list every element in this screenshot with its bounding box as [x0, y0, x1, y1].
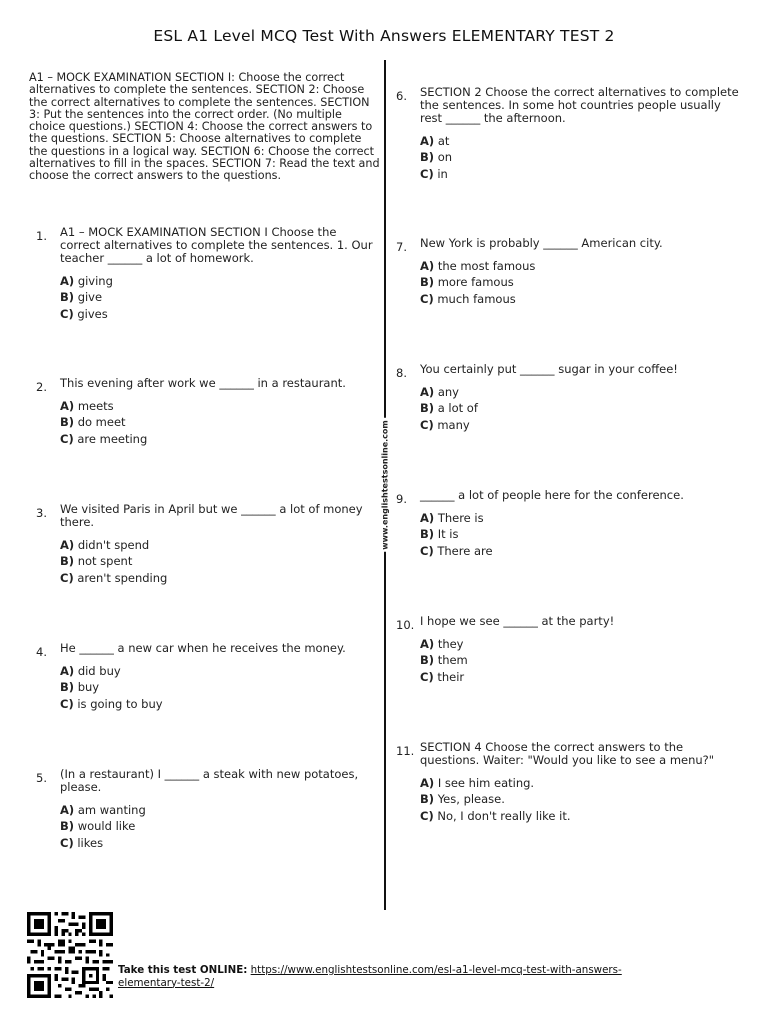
option-c[interactable] [60, 570, 376, 586]
option-text: the most famous [437, 259, 536, 273]
question-stem: SECTION 2 Choose the correct alternatives to complete the sentences. In some hot countries people usually rest ______ the afternoon. [420, 85, 739, 125]
option-a[interactable] [60, 802, 376, 818]
option-text: didn't spend [77, 538, 150, 552]
option-text: No, I don't really like it. [437, 808, 571, 823]
option-b[interactable] [60, 414, 376, 430]
option-letter: B) [60, 819, 75, 834]
question-stem: He ______ a new car when he receives the money. [60, 641, 346, 655]
question-4 [36, 642, 376, 712]
option-list [60, 273, 376, 322]
option-text: aren't spending [77, 570, 168, 585]
option-text: them [437, 653, 468, 668]
option-a[interactable] [420, 636, 746, 652]
option-b[interactable] [60, 679, 376, 695]
option-letter: A) [60, 664, 75, 678]
option-letter: C) [60, 696, 74, 711]
option-list [420, 510, 746, 559]
option-list [420, 775, 746, 824]
option-b[interactable] [420, 274, 746, 290]
option-text: many [437, 417, 470, 432]
qr-code-icon[interactable] [26, 912, 114, 998]
option-letter: A) [420, 511, 435, 525]
option-text: There are [437, 543, 493, 558]
question-stem: This evening after work we ______ in a restaurant. [60, 376, 346, 390]
question-number: 5. [36, 771, 47, 785]
question-10 [396, 615, 746, 685]
option-list [60, 398, 376, 447]
option-b[interactable] [420, 400, 746, 416]
option-c[interactable] [420, 291, 746, 307]
option-c[interactable] [420, 543, 746, 559]
option-letter: C) [60, 431, 74, 446]
option-text: It is [437, 527, 459, 542]
question-number: 7. [396, 240, 407, 254]
option-text: likes [77, 835, 104, 850]
question-number: 9. [396, 492, 407, 506]
question-7 [396, 237, 746, 307]
option-c[interactable] [60, 431, 376, 447]
option-list [60, 537, 376, 586]
option-letter: A) [420, 637, 435, 651]
intro-instructions: A1 – MOCK EXAMINATION SECTION I: Choose the correct alternatives to complete the sentences. SECTION 2: Choose the correct alternatives to complete the sentences. SECTION 3: Put the sentences into the correct order. (No multiple choice questions.) SECTION 4: Choose the correct answers to the questions. SECTION 5: Choose alternatives to complete the questions in a logical way. SECTION 6: Choose the correct alternatives to fill in the spaces. SECTION 7: Read the text and choose the correct answers to the questions. [29, 71, 380, 183]
option-b[interactable] [420, 526, 746, 542]
option-text: their [437, 669, 465, 684]
question-stem: New York is probably ______ American city. [420, 236, 663, 250]
option-text: giving [77, 274, 113, 288]
option-list [420, 636, 746, 685]
option-list [420, 133, 746, 182]
option-letter: C) [60, 835, 74, 850]
option-c[interactable] [420, 417, 746, 433]
option-text: There is [437, 511, 484, 525]
question-9 [396, 489, 746, 559]
question-stem: (In a restaurant) I ______ a steak with new potatoes, please. [60, 767, 359, 794]
option-b[interactable] [60, 553, 376, 569]
question-6 [396, 86, 746, 182]
option-text: not spent [77, 554, 133, 569]
option-letter: C) [420, 291, 434, 306]
question-stem: We visited Paris in April but we ______ a lot of money there. [60, 502, 363, 529]
option-letter: C) [420, 543, 434, 558]
question-stem: You certainly put ______ sugar in your coffee! [420, 362, 678, 376]
option-text: any [437, 385, 459, 399]
option-letter: C) [60, 306, 74, 321]
option-text: they [437, 637, 464, 651]
option-letter: A) [60, 538, 75, 552]
option-letter: C) [420, 669, 434, 684]
option-a[interactable] [420, 510, 746, 526]
option-letter: C) [60, 570, 74, 585]
option-list [60, 663, 376, 712]
option-text: a lot of [437, 401, 478, 416]
option-a[interactable] [60, 537, 376, 553]
option-letter: B) [420, 275, 435, 290]
option-text: am wanting [77, 803, 146, 817]
option-list [420, 384, 746, 433]
option-text: much famous [437, 291, 516, 306]
option-letter: A) [60, 803, 75, 817]
option-a[interactable] [60, 273, 376, 289]
option-letter: B) [60, 680, 75, 695]
question-stem: I hope we see ______ at the party! [420, 614, 615, 628]
vertical-url-text: www.englishtestsonline.com [380, 420, 390, 550]
option-text: did buy [77, 664, 121, 678]
option-text: in [437, 166, 448, 181]
option-letter: A) [420, 134, 435, 148]
option-letter: C) [420, 417, 434, 432]
option-letter: B) [60, 290, 75, 305]
option-letter: B) [420, 150, 435, 165]
option-letter: C) [420, 808, 434, 823]
question-stem: A1 – MOCK EXAMINATION SECTION I Choose the correct alternatives to complete the sentences. 1. Our teacher ______ a lot of homework. [60, 225, 373, 265]
option-a[interactable] [420, 384, 746, 400]
question-1 [36, 226, 376, 322]
question-number: 8. [396, 366, 407, 380]
question-5 [36, 768, 376, 851]
option-a[interactable] [420, 258, 746, 274]
question-number: 1. [36, 229, 47, 243]
page-title: ESL A1 Level MCQ Test With Answers ELEMENTARY TEST 2 [153, 27, 615, 45]
option-b[interactable] [420, 652, 746, 668]
option-text: at [437, 134, 450, 148]
option-text: would like [77, 819, 136, 834]
option-text: do meet [77, 415, 126, 430]
option-letter: B) [420, 653, 435, 668]
test-online-link[interactable]: https://www.englishtestsonline.com/esl-a1-level-mcq-test-with-answers-elementary-test-2/ [118, 964, 622, 989]
option-letter: B) [420, 792, 435, 807]
option-letter: A) [60, 274, 75, 288]
option-list [420, 258, 746, 307]
option-a[interactable] [60, 398, 376, 414]
question-stem: SECTION 4 Choose the correct answers to the questions. Waiter: "Would you like to see a menu?" [420, 740, 715, 767]
question-number: 4. [36, 645, 47, 659]
option-letter: B) [60, 554, 75, 569]
option-text: meets [77, 399, 114, 413]
vertical-watermark [379, 420, 391, 550]
option-letter: A) [60, 399, 75, 413]
option-c[interactable] [420, 808, 746, 824]
option-a[interactable] [420, 133, 746, 149]
option-a[interactable] [60, 663, 376, 679]
option-text: Yes, please. [437, 792, 505, 807]
option-letter: A) [420, 776, 435, 790]
option-c[interactable] [420, 669, 746, 685]
question-number: 11. [396, 744, 415, 758]
question-8 [396, 363, 746, 433]
footer-label: Take this test ONLINE: [118, 964, 248, 976]
question-number: 2. [36, 380, 47, 394]
question-2 [36, 377, 376, 447]
option-letter: B) [420, 527, 435, 542]
question-11 [396, 741, 746, 824]
option-text: are meeting [77, 431, 148, 446]
option-b[interactable] [60, 818, 376, 834]
option-text: I see him eating. [437, 776, 535, 790]
question-number: 10. [396, 618, 415, 632]
option-letter: B) [60, 415, 75, 430]
question-stem: ______ a lot of people here for the conference. [420, 488, 684, 502]
option-c[interactable] [60, 306, 376, 322]
option-text: buy [77, 680, 100, 695]
question-3 [36, 503, 376, 586]
option-letter: B) [420, 401, 435, 416]
option-text: on [437, 150, 453, 165]
footer-online-link [118, 964, 658, 989]
question-number: 6. [396, 89, 407, 103]
option-text: more famous [437, 275, 514, 290]
option-letter: C) [420, 166, 434, 181]
option-letter: A) [420, 259, 435, 273]
question-number: 3. [36, 506, 47, 520]
option-b[interactable] [420, 149, 746, 165]
option-c[interactable] [60, 835, 376, 851]
option-a[interactable] [420, 775, 746, 791]
option-text: give [77, 290, 103, 305]
option-list [60, 802, 376, 851]
option-text: is going to buy [77, 696, 163, 711]
option-letter: A) [420, 385, 435, 399]
option-b[interactable] [60, 289, 376, 305]
option-b[interactable] [420, 791, 746, 807]
option-c[interactable] [420, 166, 746, 182]
option-text: gives [77, 306, 108, 321]
option-c[interactable] [60, 696, 376, 712]
